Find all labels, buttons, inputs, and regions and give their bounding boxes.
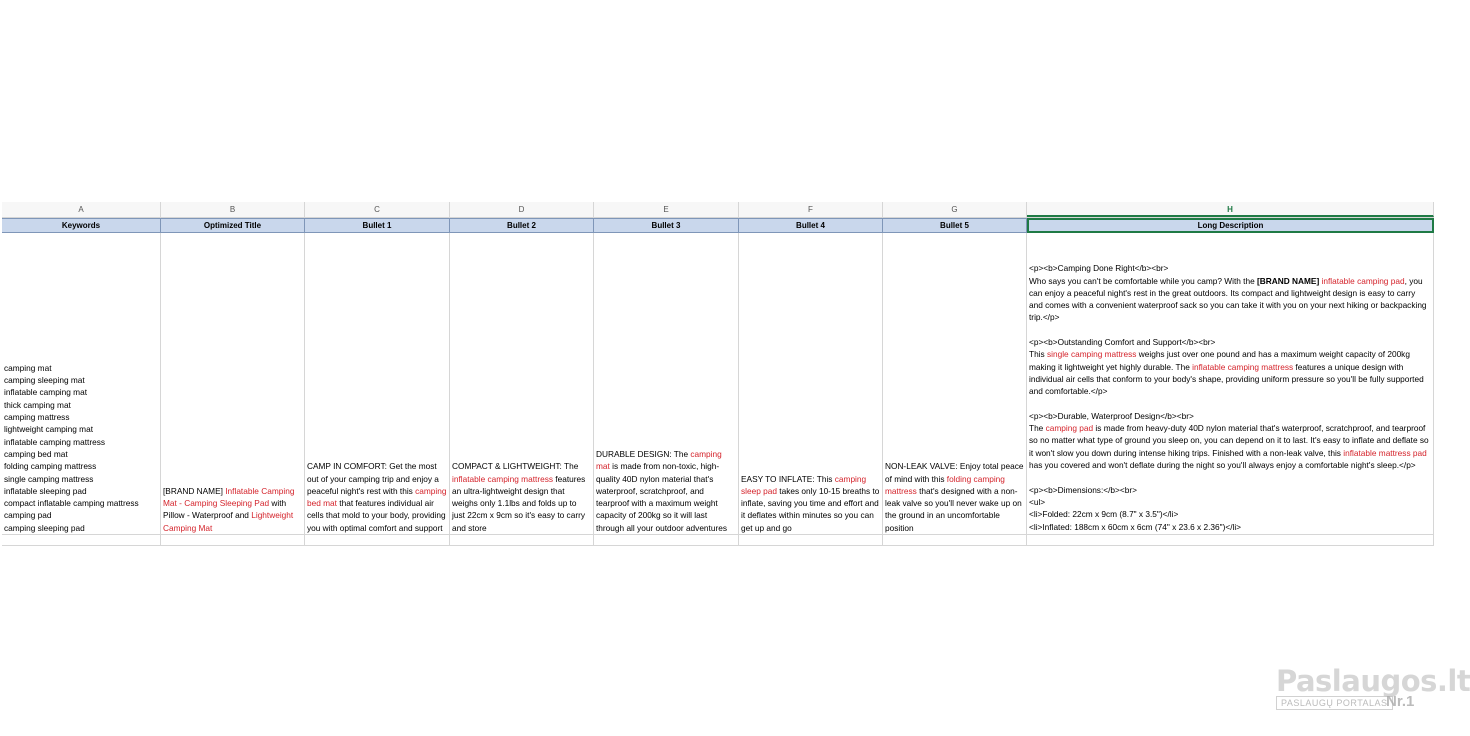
bullet-5-text [885,460,1024,534]
bullet-4-text [741,473,880,534]
bullet-text: COMPACT & LIGHTWEIGHT: The [452,461,579,472]
header-bullet-2[interactable]: Bullet 2 [450,218,594,233]
empty-cell[interactable] [305,535,450,546]
empty-cell[interactable] [739,535,883,546]
keyword-item: camping sleeping pad [4,522,85,533]
cell-keywords[interactable] [2,233,161,535]
header-bullet-5[interactable]: Bullet 5 [883,218,1027,233]
desc-heading: <p><b>Camping Done Right</b><br> [1029,263,1169,274]
column-letter-a[interactable]: A [2,202,161,217]
watermark-logo [1276,664,1470,714]
title-text [163,485,302,534]
empty-cell[interactable] [2,535,161,546]
header-bullet-3[interactable]: Bullet 3 [594,218,739,233]
column-letter-h[interactable]: H [1027,202,1434,217]
cell-bullet-1[interactable] [305,233,450,535]
bullet-text: that features individual air cells that mold to your body, providing you with optimal comfort and support [307,498,446,533]
desc-paragraph [1029,348,1431,397]
desc-text: has you covered and won't deflate during the night so you'll always enjoy a comfortable night's sleep.</p> [1029,460,1416,471]
bullet-keyword: folding camping mattress [885,473,1005,496]
cell-bullet-3[interactable] [594,233,739,535]
desc-paragraph [1029,422,1431,471]
empty-cell[interactable] [450,535,594,546]
column-letter-f[interactable]: F [739,202,883,217]
desc-text: features a unique design with individual air cells that conform to your body's shape, providing uniform pressure so you'll be fully supported and comfortable.</p> [1029,361,1424,397]
column-letters-row [2,202,1434,218]
desc-keyword: inflatable camping mattress [1192,361,1294,372]
desc-heading: <p><b>Durable, Waterproof Design</b><br> [1029,410,1194,421]
bullet-text: features an ultra-lightweight design that weighs only 1.1lbs and folds up to just 22cm x 9cm so it's easy to carry and store [452,473,586,533]
bullet-text: DURABLE DESIGN: The [596,448,691,459]
column-letter-d[interactable]: D [450,202,594,217]
watermark-sub-text: PASLAUGŲ PORTALAS [1276,696,1393,710]
data-row [2,233,1434,535]
keyword-item: camping mat [4,362,52,373]
header-bullet-4[interactable]: Bullet 4 [739,218,883,233]
header-row [2,218,1434,233]
desc-heading: <p><b>Outstanding Comfort and Support</b><br> [1029,337,1216,348]
keyword-item: camping bed mat [4,448,68,459]
column-letter-c[interactable]: C [305,202,450,217]
cell-bullet-2[interactable] [450,233,594,535]
desc-text: Who says you can't be comfortable while you camp? With the [1029,275,1258,286]
bullet-text: CAMP IN COMFORT: Get the most out of your camping trip and enjoy a peaceful night's rest with this [307,461,439,496]
blank-line [1029,324,1431,336]
keyword-item: folding camping mattress [4,461,97,472]
header-keywords[interactable]: Keywords [2,218,161,233]
keyword-item: inflatable camping mattress [4,436,105,447]
title-keyword: Inflatable Camping Mat - Camping Sleeping Pad [163,485,295,509]
bullet-keyword: camping mat [596,448,722,472]
keyword-item: thick camping mat [4,399,71,410]
header-long-description[interactable]: Long Description [1027,218,1434,233]
desc-text: weighs just over one pound and has a maximum weight capacity of 200kg making it lightweight yet highly durable. The [1029,349,1410,372]
title-part: with Pillow - Waterproof and [163,498,287,521]
desc-list-item: <li>Inflated: 188cm x 60cm x 6cm (74" x 23.6 x 2.36")</li> [1029,521,1242,532]
blank-line [1029,250,1431,262]
header-bullet-1[interactable]: Bullet 1 [305,218,450,233]
bullet-keyword: camping sleep pad [741,473,867,496]
empty-cell[interactable] [594,535,739,546]
keyword-item: lightweight camping mat [4,424,94,435]
empty-cell[interactable] [1027,535,1434,546]
blank-line [1029,398,1431,410]
desc-list-tag: <ul> [1029,496,1046,507]
keyword-item: compact inflatable camping mattress [4,498,139,509]
desc-brand: [BRAND NAME] [1257,275,1320,286]
bullet-text: that's designed with a non-leak valve so you'll never wake up on the ground in an uncomfortable position [885,485,1022,533]
cell-optimized-title[interactable] [161,233,305,535]
bullet-keyword: camping bed mat [307,485,447,509]
column-letter-g[interactable]: G [883,202,1027,217]
desc-text: , you can enjoy a peaceful night's rest in the great outdoors. Its compact and lightweight design is easy to carry and comes with a convenient waterproof sack so you can take it with you on your next hiking or backpacking trip.</p> [1029,275,1427,323]
bullet-text: NON-LEAK VALVE: Enjoy total peace of mind with this [885,461,1024,484]
bullet-2-text [452,460,591,534]
watermark-main-text: Paslaugos.lt [1276,664,1470,698]
desc-heading: <p><b>Dimensions:</b><br> [1029,484,1137,495]
bullet-text: takes only 10-15 breaths to inflate, saving you time and effort and it deflates within minutes so you can get up and go [741,485,880,533]
keyword-item: single camping mattress [4,473,94,484]
desc-keyword: camping pad [1045,423,1094,434]
bullet-3-text [596,448,736,534]
spreadsheet-grid [2,202,1434,546]
empty-cell[interactable] [161,535,305,546]
cell-long-description[interactable] [1027,233,1434,535]
keyword-item: inflatable camping mat [4,387,88,398]
keyword-item: camping pad [4,510,52,521]
desc-text: is made from heavy-duty 40D nylon material that's waterproof, scratchproof, and tearproof so no matter what type of ground you sleep on, you can depend on it to last. It's easy to inflate and deflate so it won't slow you down during intense hiking trips. Finished with a non-leak valve, this [1029,423,1429,458]
empty-row [2,535,1434,546]
header-optimized-title[interactable]: Optimized Title [161,218,305,233]
title-part: [BRAND NAME] [163,485,226,496]
bullet-text: EASY TO INFLATE: This [741,473,835,484]
desc-paragraph [1029,275,1431,324]
desc-keyword: inflatable camping pad [1321,275,1405,286]
watermark-nr-text: Nr.1 [1386,693,1415,710]
title-keyword: Lightweight Camping Mat [163,510,294,533]
blank-line [1029,471,1431,483]
desc-text: This [1029,349,1047,360]
keyword-item: camping sleeping mat [4,375,85,386]
desc-text: The [1029,423,1046,434]
bullet-keyword: inflatable camping mattress [452,473,553,484]
cell-bullet-4[interactable] [739,233,883,535]
desc-keyword: single camping mattress [1046,349,1137,360]
desc-list-item: <li>Folded: 22cm x 9cm (8.7" x 3.5")</li> [1029,509,1179,520]
keyword-item: camping mattress [4,412,70,423]
bullet-1-text [307,460,447,534]
empty-cell[interactable] [883,535,1027,546]
keyword-item: inflatable sleeping pad [4,485,87,496]
cell-bullet-5[interactable] [883,233,1027,535]
bullet-text: is made from non-toxic, high-quality 40D nylon material that's waterproof, scratchproof, and tearproof with a maximum weight capacity of 200kg so it will last through all your outdoor adventures [596,461,727,533]
column-letter-b[interactable]: B [161,202,305,217]
column-letter-e[interactable]: E [594,202,739,217]
desc-keyword: inflatable mattress pad [1343,447,1427,458]
